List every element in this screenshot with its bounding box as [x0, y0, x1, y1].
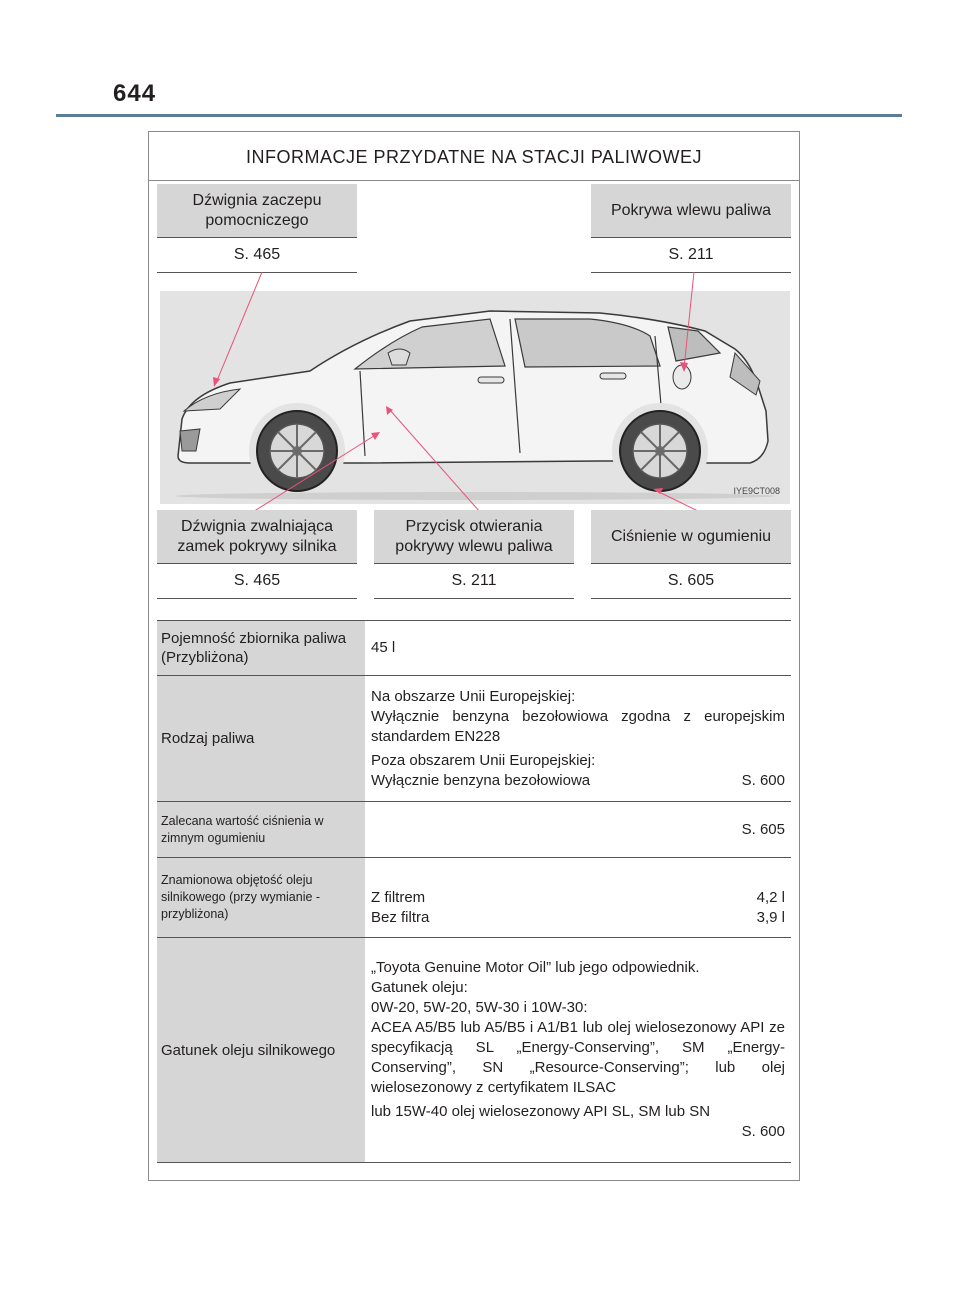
callout-page-ref[interactable]: S. 211: [591, 238, 791, 273]
row-header: Zalecana wartość ciśnienia w zimnym ogumieniu: [157, 802, 365, 858]
callout-label: Pokrywa wlewu paliwa: [591, 184, 791, 238]
with-filter-value: 4,2 l: [756, 888, 785, 906]
row-header: Pojemność zbiornika paliwa (Przybliżona): [157, 621, 365, 676]
fuel-type-page-ref[interactable]: S. 600: [741, 771, 785, 789]
without-filter-label: Bez filtra: [371, 908, 430, 926]
callout-label: Dźwignia zwalniająca zamek pokrywy silnika: [157, 510, 357, 564]
with-filter-label: Z filtrem: [371, 888, 426, 906]
oil-grade-cell: [365, 938, 791, 1163]
oil-grade-line-4: ACEA A5/B5 lub A5/B5 i A1/B1 lub olej wielosezonowy API ze specyfikacją SL „Energy-Conserving”, SM „Energy-Conserving”, SN „Resource-Conserving”; lub olej wielosezonowy z certyfikatem ILSAC: [371, 1019, 785, 1096]
cold-tire-page-ref[interactable]: S. 605: [365, 802, 791, 858]
without-filter-value: 3,9 l: [756, 908, 785, 926]
callout-hood-lock-release: [157, 510, 357, 599]
capacity-value: 45 l: [365, 621, 791, 676]
eu-heading: Na obszarze Unii Europejskiej:: [371, 687, 576, 705]
oil-grade-line-1: „Toyota Genuine Motor Oil” lub jego odpowiednik.: [371, 959, 700, 976]
non-eu-heading: Poza obszarem Unii Europejskiej:: [371, 751, 596, 769]
row-header: Znamionowa objętość oleju silnikowego (przy wymianie - przybliżona): [157, 858, 365, 938]
table-row-fuel-type: [157, 676, 791, 802]
callout-page-ref[interactable]: S. 211: [374, 564, 574, 599]
table-row-oil-grade: [157, 938, 791, 1163]
eu-text: Wyłącznie benzyna bezołowiowa zgodna z europejskim standardem EN228: [371, 707, 785, 745]
oil-capacity-cell: [365, 858, 791, 938]
callout-label: Dźwignia zaczepu pomocniczego: [157, 184, 357, 238]
non-eu-line: [371, 771, 785, 791]
fuel-type-cell: [365, 676, 791, 802]
car-side-view-drawing: [160, 291, 790, 504]
page-number: 644: [113, 80, 157, 107]
oil-grade-line-3: 0W-20, 5W-20, 5W-30 i 10W-30:: [371, 999, 588, 1016]
fuel-spec-table: [157, 620, 791, 1163]
panel-title: INFORMACJE PRZYDATNE NA STACJI PALIWOWEJ: [245, 147, 703, 167]
callout-page-ref[interactable]: S. 605: [591, 564, 791, 599]
car-illustration: [160, 291, 790, 504]
row-header: Gatunek oleju silnikowego: [157, 938, 365, 1163]
callout-page-ref[interactable]: S. 465: [157, 238, 357, 273]
non-eu-text: Wyłącznie benzyna bezołowiowa: [371, 771, 591, 789]
callout-fuel-door-opener: [374, 510, 574, 599]
callout-auxiliary-catch: [157, 184, 357, 273]
callout-fuel-filler-door: [591, 184, 791, 273]
callout-label: Przycisk otwierania pokrywy wlewu paliwa: [374, 510, 574, 564]
oil-grade-page-ref[interactable]: S. 600: [741, 1123, 785, 1140]
without-filter-line: [371, 908, 785, 928]
oil-grade-line-5: lub 15W-40 olej wielosezonowy API SL, SM lub SN: [371, 1103, 711, 1120]
with-filter-line: [371, 888, 785, 908]
table-row-capacity: [157, 621, 791, 676]
panel-title-rule: [149, 180, 799, 181]
oil-grade-line-2: Gatunek oleju:: [371, 979, 468, 996]
table-row-oil-capacity: [157, 858, 791, 938]
header-rule: [56, 114, 902, 117]
table-row-cold-tire: [157, 802, 791, 858]
row-header: Rodzaj paliwa: [157, 676, 365, 802]
callout-page-ref[interactable]: S. 465: [157, 564, 357, 599]
illustration-code: IYE9CT008: [733, 486, 780, 496]
callout-tire-pressure: [591, 510, 791, 599]
callout-label: Ciśnienie w ogumieniu: [591, 510, 791, 564]
